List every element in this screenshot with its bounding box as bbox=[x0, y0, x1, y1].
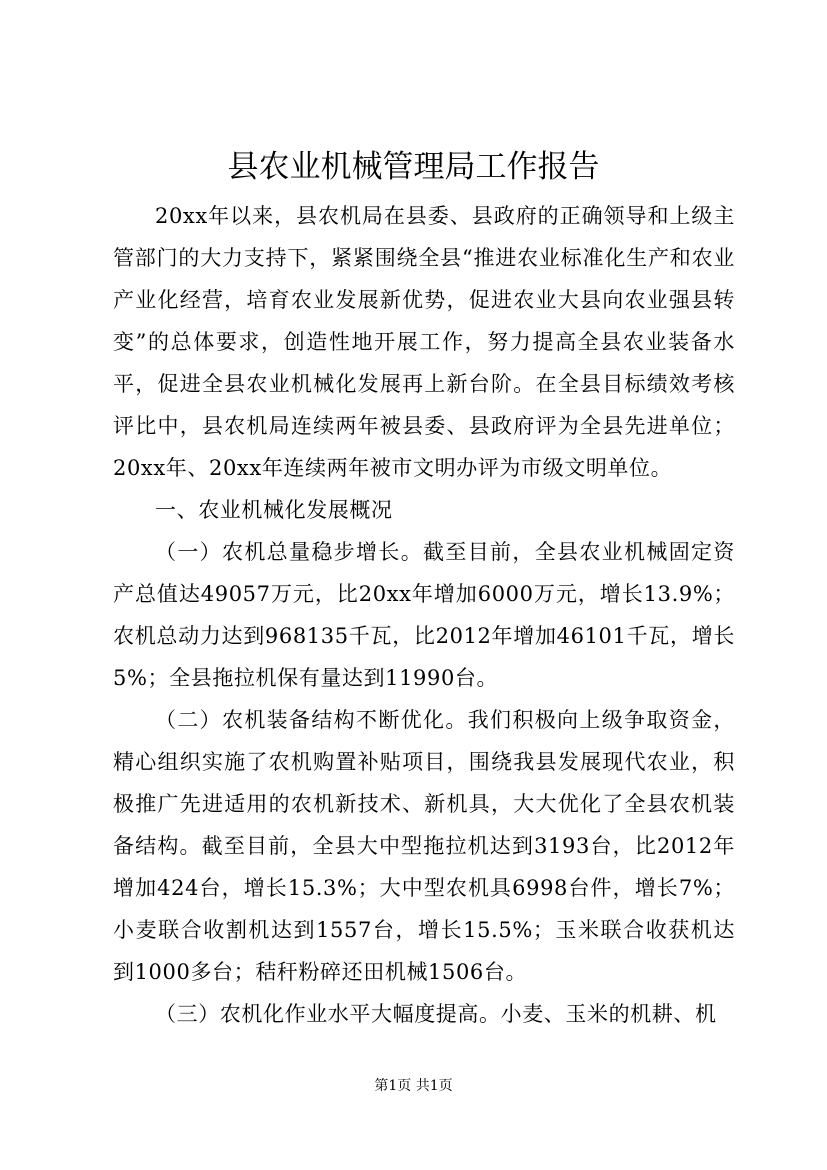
page-title: 县农业机械管理局工作报告 bbox=[227, 149, 600, 185]
paragraph-total-machinery: （一）农机总量稳步增长。截至目前，全县农业机械固定资产总值达49057万元，比20xx年增加6000万元，增长13.9%；农机总动力达到968135千瓦，比2012年增加46101千瓦，增长5%；全县拖拉机保有量达到11990台。 bbox=[113, 540, 735, 690]
document-body bbox=[113, 195, 735, 1035]
section-heading: 一、农业机械化发展概况 bbox=[155, 498, 393, 522]
paragraph-equipment-structure: （二）农机装备结构不断优化。我们积极向上级争取资金，精心组织实施了农机购置补贴项目，围绕我县发展现代农业，积极推广先进适用的农机新技术、新机具，大大优化了全县农机装备结构。截至目前，全县大中型拖拉机达到3193台，比2012年增加424台，增长15.3%；大中型农机具6998台件，增长7%；小麦联合收割机达到1557台，增长15.5%；玉米联合收获机达到1000多台；秸秆粉碎还田机械1506台。 bbox=[113, 708, 735, 984]
paragraph-intro: 20xx年以来，县农机局在县委、县政府的正确领导和上级主管部门的大力支持下，紧紧围绕全县“推进农业标准化生产和农业产业化经营，培育农业发展新优势，促进农业大县向农业强县转变”的总体要求，创造性地开展工作，努力提高全县农业装备水平，促进全县农业机械化发展再上新台阶。在全县目标绩效考核评比中，县农机局连续两年被县委、县政府评为全县先进单位；20xx年、20xx年连续两年被市文明办评为市级文明单位。 bbox=[113, 204, 735, 480]
paragraph-operation-level: （三）农机化作业水平大幅度提高。小麦、玉米的机耕、机 bbox=[155, 1002, 717, 1026]
page-footer: 第1页 共1页 bbox=[374, 1078, 453, 1094]
